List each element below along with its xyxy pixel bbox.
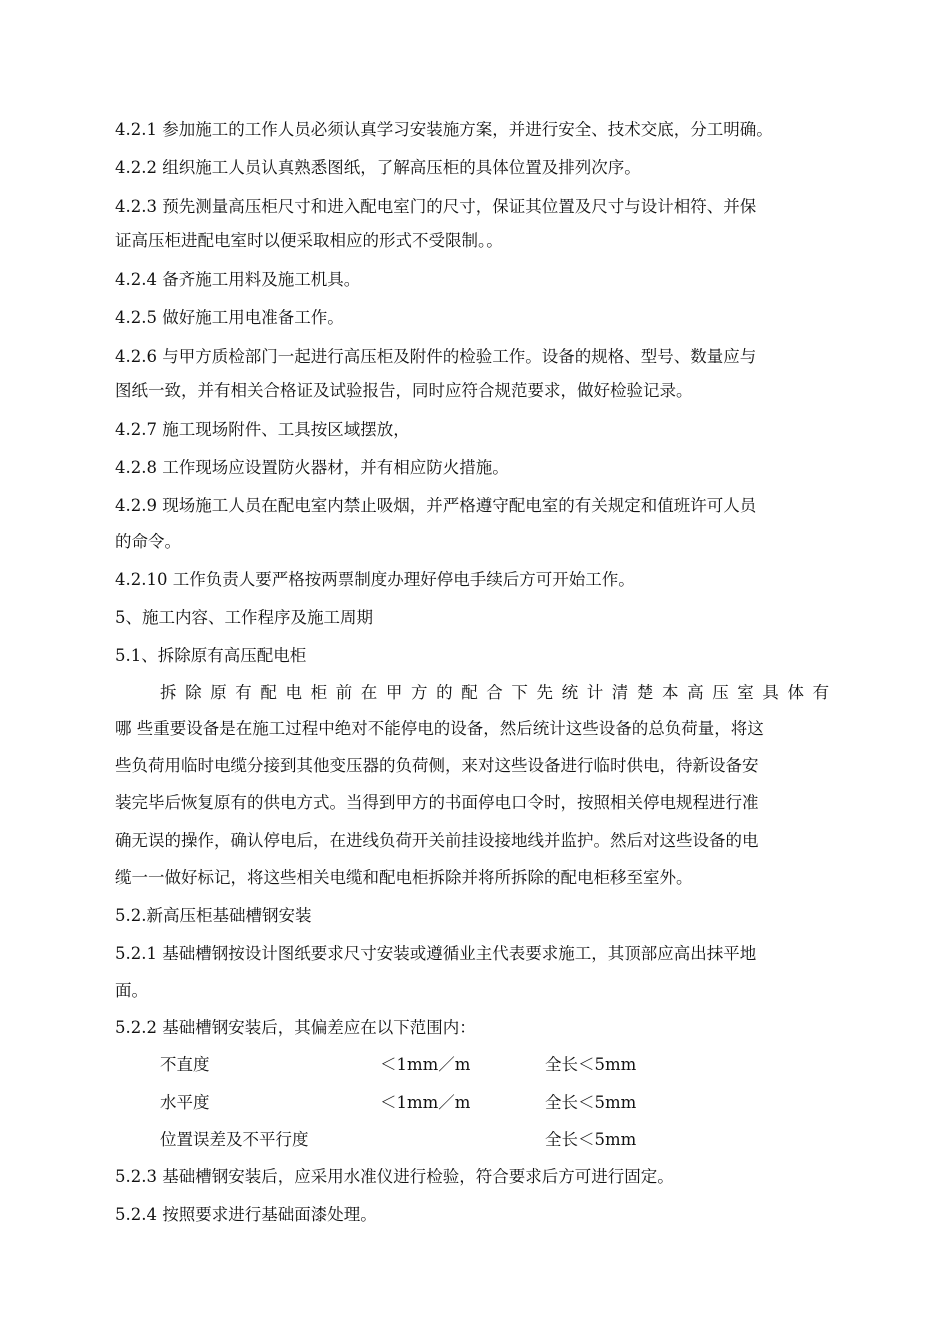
section-5-1-body-line4: 装完毕后恢复原有的供电方式。当得到甲方的书面停电口令时，按照相关停电规程进行准 [115, 793, 759, 812]
clause-4-2-4: 4.2.4 备齐施工用料及施工机具。 [115, 270, 361, 289]
clause-5-2-4: 5.2.4 按照要求进行基础面漆处理。 [115, 1205, 377, 1224]
section-5-1-body-line5: 确无误的操作，确认停电后，在进线负荷开关前挂设接地线并监护。然后对这些设备的电 [115, 831, 759, 850]
tolerance-item: 不直度 [160, 1055, 210, 1074]
section-5-1-body-line2: 哪 些重要设备是在施工过程中绝对不能停电的设备，然后统计这些设备的总负荷量，将这 [115, 719, 764, 738]
clause-5-2-1-line1: 5.2.1 基础槽钢按设计图纸要求尺寸安装或遵循业主代表要求施工，其顶部应高出抹平地 [115, 944, 757, 963]
section-5-1-body-line6: 缆一一做好标记，将这些相关电缆和配电柜拆除并将所拆除的配电柜移至室外。 [115, 868, 693, 887]
clause-4-2-1: 4.2.1 参加施工的工作人员必须认真学习安装施方案，并进行安全、技术交底，分工明确。 [115, 120, 773, 139]
clause-4-2-6-line2: 图纸一致，并有相关合格证及试验报告，同时应符合规范要求，做好检验记录。 [115, 381, 693, 400]
tolerance-full-length: 全长＜5mm [545, 1130, 637, 1149]
tolerance-item: 位置误差及不平行度 [160, 1130, 309, 1149]
clause-5-2-2: 5.2.2 基础槽钢安装后，其偏差应在以下范围内： [115, 1018, 476, 1037]
clause-4-2-6-line1: 4.2.6 与甲方质检部门一起进行高压柜及附件的检验工作。设备的规格、型号、数量应与 [115, 347, 757, 366]
section-5-1-body-line3: 些负荷用临时电缆分接到其他变压器的负荷侧，来对这些设备进行临时供电，待新设备安 [115, 756, 759, 775]
clause-4-2-9-line2: 的命令。 [115, 532, 181, 551]
clause-5-2-1-line2: 面。 [115, 981, 148, 1000]
clause-4-2-8: 4.2.8 工作现场应设置防火器材，并有相应防火措施。 [115, 458, 509, 477]
clause-4-2-7: 4.2.7 施工现场附件、工具按区域摆放， [115, 420, 410, 439]
section-5-heading: 5、施工内容、工作程序及施工周期 [115, 608, 373, 627]
clause-4-2-2: 4.2.2 组织施工人员认真熟悉图纸，了解高压柜的具体位置及排列次序。 [115, 158, 641, 177]
clause-4-2-3-line1: 4.2.3 预先测量高压柜尺寸和进入配电室门的尺寸，保证其位置及尺寸与设计相符、并保 [115, 197, 757, 216]
tolerance-full-length: 全长＜5mm [545, 1093, 637, 1112]
tolerance-item: 水平度 [160, 1093, 210, 1112]
clause-4-2-10: 4.2.10 工作负责人要严格按两票制度办理好停电手续后方可开始工作。 [115, 570, 635, 589]
section-5-1-heading: 5.1、拆除原有高压配电柜 [115, 646, 307, 665]
clause-4-2-9-line1: 4.2.9 现场施工人员在配电室内禁止吸烟，并严格遵守配电室的有关规定和值班许可人员 [115, 496, 757, 515]
section-5-1-body-line1: 拆除原有配电柜前在甲方的配合下先统计清楚本高压室具体有 [160, 683, 838, 702]
clause-4-2-5: 4.2.5 做好施工用电准备工作。 [115, 308, 344, 327]
clause-4-2-3-line2: 证高压柜进配电室时以便采取相应的形式不受限制。。 [115, 231, 503, 250]
tolerance-per-meter: ＜1mm／m [380, 1093, 471, 1112]
clause-5-2-3: 5.2.3 基础槽钢安装后，应采用水准仪进行检验，符合要求后方可进行固定。 [115, 1167, 674, 1186]
tolerance-per-meter: ＜1mm／m [380, 1055, 471, 1074]
section-5-2-heading: 5.2.新高压柜基础槽钢安装 [115, 906, 312, 925]
tolerance-full-length: 全长＜5mm [545, 1055, 637, 1074]
